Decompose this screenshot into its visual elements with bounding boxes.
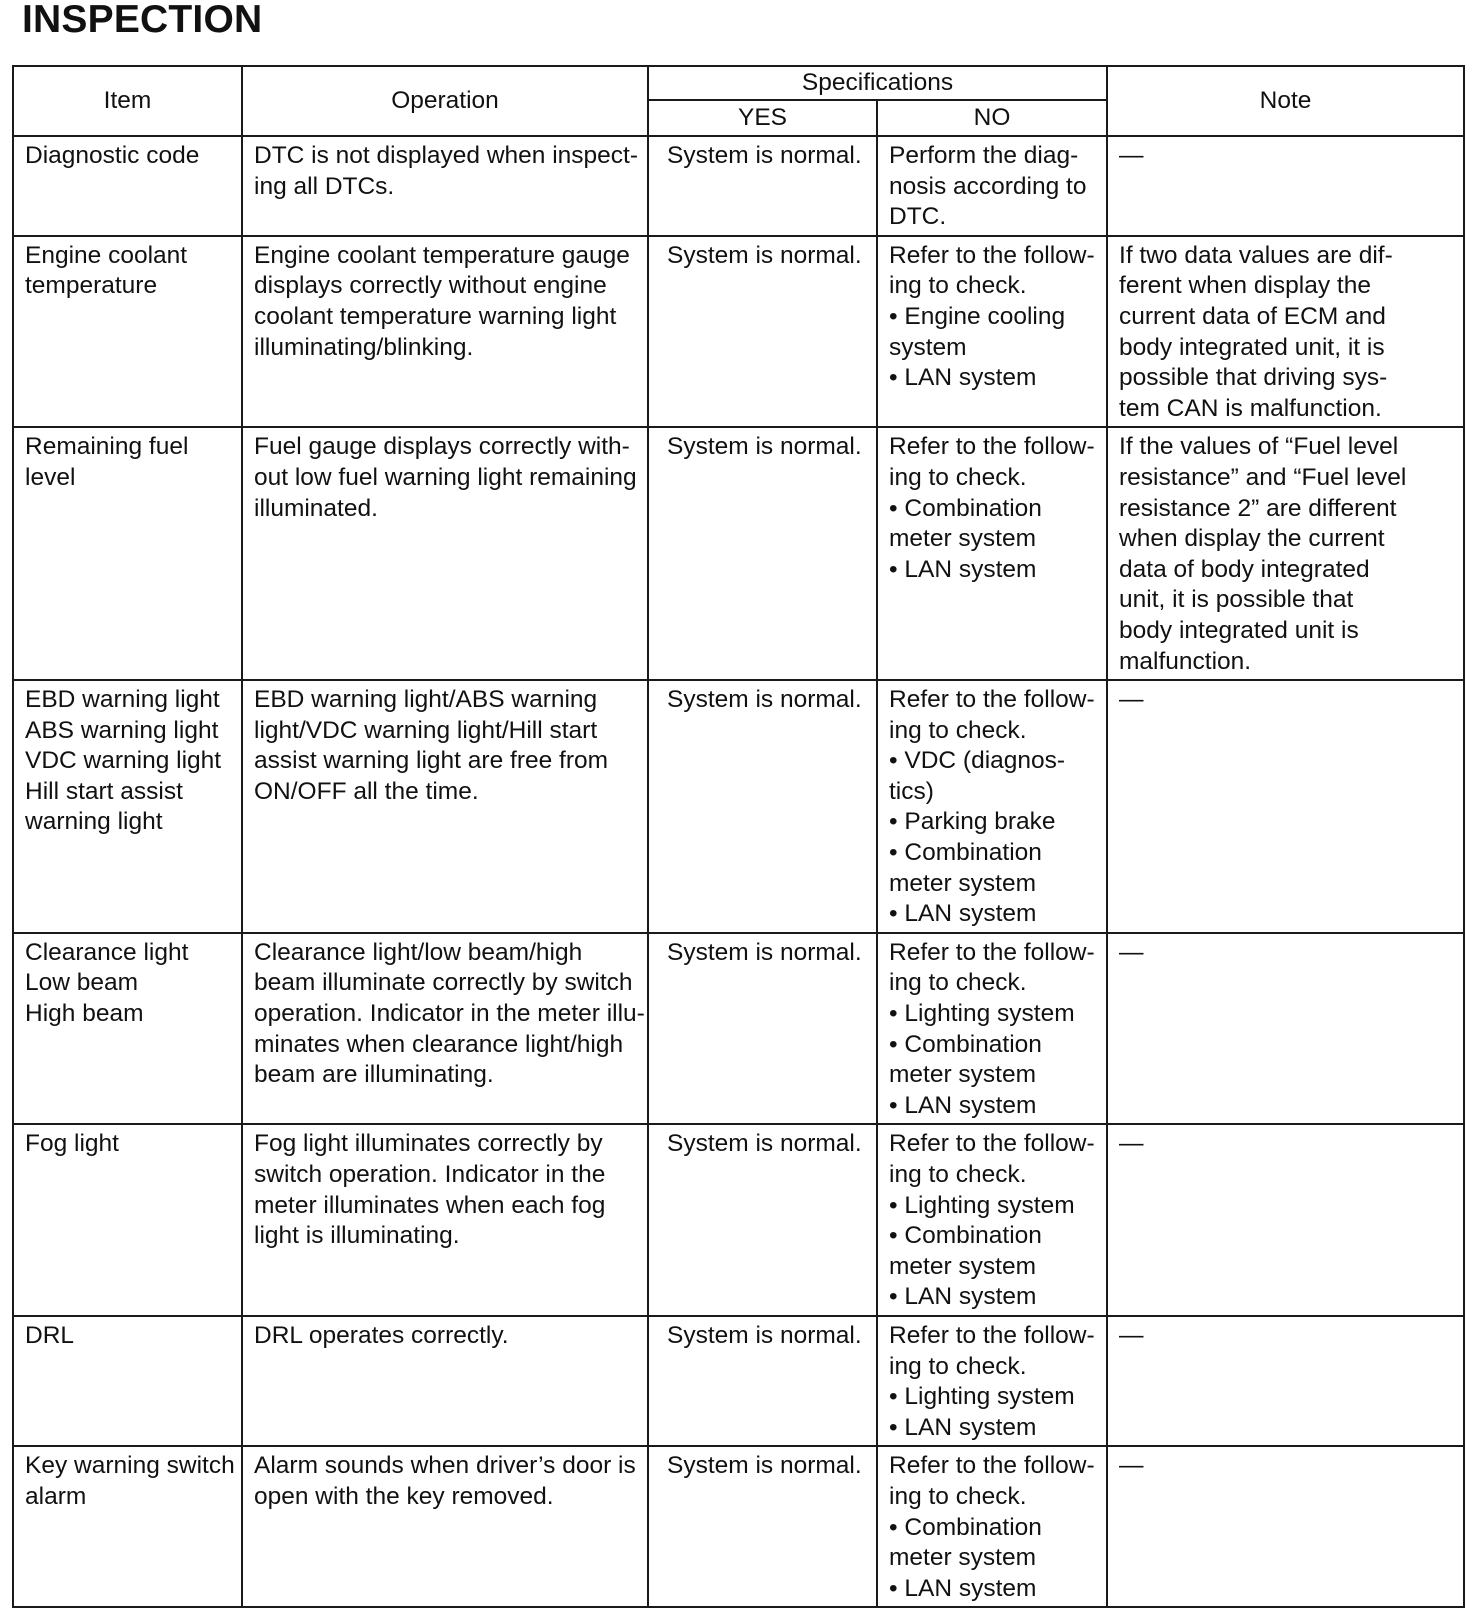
header-note: Note: [1107, 66, 1464, 136]
no-line: • LAN system: [889, 1413, 1037, 1441]
yes-text: System is normal.: [667, 1130, 862, 1158]
yes-cell: [648, 427, 877, 680]
note-cell: [1107, 236, 1464, 428]
operation-cell: [242, 1124, 648, 1316]
table-row: [13, 1446, 1464, 1607]
operation-cell: [242, 933, 648, 1125]
operation-cell: [242, 1316, 648, 1446]
operation-cell: [242, 1446, 648, 1607]
operation-line: Engine coolant temperature gauge: [254, 241, 630, 269]
note-line: —: [1119, 686, 1144, 714]
no-lines: [889, 1451, 1096, 1604]
operation-line: meter illuminates when each fog: [254, 1191, 606, 1219]
no-cell: [877, 1446, 1107, 1607]
no-line: • Combination: [889, 1513, 1042, 1541]
note-lines: [1119, 432, 1453, 677]
item-cell: [13, 680, 242, 933]
yes-text: System is normal.: [667, 1452, 862, 1480]
no-line: ing to check.: [889, 272, 1027, 300]
operation-line: Fuel gauge displays correctly with-: [254, 433, 630, 461]
no-line: ing to check.: [889, 1482, 1027, 1510]
note-line: ferent when display the: [1119, 272, 1371, 300]
item-cell: [13, 427, 242, 680]
item-line: VDC warning light: [25, 747, 222, 775]
note-lines: [1119, 241, 1453, 425]
operation-lines: [254, 685, 637, 807]
table-row: [13, 1124, 1464, 1316]
operation-line: ON/OFF all the time.: [254, 777, 479, 805]
no-line: • LAN system: [889, 364, 1037, 392]
operation-line: switch operation. Indicator in the: [254, 1161, 606, 1188]
item-cell: [13, 1446, 242, 1607]
no-lines: [889, 938, 1096, 1122]
operation-line: Alarm sounds when driver’s door is: [254, 1452, 636, 1480]
item-lines: [25, 432, 231, 493]
operation-line: light/VDC warning light/Hill start: [254, 716, 598, 744]
no-line: • Lighting system: [889, 1191, 1075, 1219]
operation-line: assist warning light are free from: [254, 747, 609, 775]
item-cell: [13, 1124, 242, 1316]
header-no: NO: [877, 100, 1107, 136]
item-cell: [13, 1316, 242, 1446]
operation-lines: [254, 141, 637, 202]
no-cell: [877, 680, 1107, 933]
operation-line: coolant temperature warning light: [254, 302, 617, 330]
item-line: alarm: [25, 1482, 87, 1510]
no-cell: [877, 1124, 1107, 1316]
no-line: • LAN system: [889, 1283, 1037, 1311]
item-lines: [25, 1451, 235, 1512]
no-line: • LAN system: [889, 1574, 1037, 1602]
no-line: Refer to the follow-: [889, 1321, 1095, 1349]
operation-line: EBD warning light/ABS warning: [254, 686, 598, 714]
table-row: [13, 680, 1464, 933]
note-line: tem CAN is malfunction.: [1119, 394, 1382, 422]
operation-line: operation. Indicator in the meter illu-: [254, 1000, 645, 1028]
yes-cell: [648, 680, 877, 933]
item-line: High beam: [25, 1000, 144, 1028]
yes-text: System is normal.: [667, 938, 862, 966]
header-operation: Operation: [242, 66, 648, 136]
operation-line: displays correctly without engine: [254, 272, 607, 300]
item-line: Engine coolant: [25, 241, 188, 269]
note-lines: [1119, 1129, 1453, 1160]
yes-cell: [648, 1446, 877, 1607]
table-body: [13, 136, 1464, 1607]
note-line: current data of ECM and: [1119, 302, 1386, 330]
operation-cell: [242, 427, 648, 680]
no-line: Refer to the follow-: [889, 938, 1095, 966]
item-line: Fog light: [25, 1130, 119, 1158]
operation-line: illuminated.: [254, 494, 378, 522]
yes-text: System is normal.: [667, 686, 862, 714]
no-line: • Lighting system: [889, 1000, 1075, 1028]
no-lines: [889, 1321, 1096, 1443]
table-row: [13, 1316, 1464, 1446]
no-line: • LAN system: [889, 900, 1037, 928]
no-cell: [877, 933, 1107, 1125]
no-line: ing to check.: [889, 463, 1027, 491]
no-line: • Engine cooling: [889, 302, 1066, 330]
operation-line: Clearance light/low beam/high: [254, 938, 583, 966]
header-yes: YES: [648, 100, 877, 136]
operation-lines: [254, 241, 637, 363]
item-line: temperature: [25, 272, 158, 300]
note-cell: [1107, 136, 1464, 236]
no-line: meter system: [889, 1061, 1037, 1089]
item-line: warning light: [25, 808, 163, 836]
operation-line: illuminating/blinking.: [254, 333, 474, 361]
operation-cell: [242, 236, 648, 428]
item-line: DRL: [25, 1321, 75, 1349]
item-line: level: [25, 463, 76, 491]
note-cell: [1107, 1316, 1464, 1446]
operation-line: light is illuminating.: [254, 1222, 460, 1250]
no-line: ing to check.: [889, 969, 1027, 997]
item-lines: [25, 938, 231, 1030]
operation-line: DRL operates correctly.: [254, 1321, 509, 1349]
operation-line: minates when clearance light/high: [254, 1030, 624, 1058]
no-lines: [889, 685, 1096, 930]
operation-line: beam illuminate correctly by switch: [254, 969, 633, 997]
yes-text: System is normal.: [667, 142, 862, 169]
no-lines: [889, 1129, 1096, 1313]
note-line: malfunction.: [1119, 647, 1252, 675]
no-line: • LAN system: [889, 555, 1037, 583]
operation-lines: [254, 432, 637, 524]
note-cell: [1107, 1124, 1464, 1316]
no-line: • Lighting system: [889, 1383, 1075, 1411]
note-line: —: [1119, 1130, 1144, 1158]
note-line: If two data values are dif-: [1119, 241, 1393, 269]
note-line: If the values of “Fuel level: [1119, 433, 1399, 461]
note-lines: [1119, 938, 1453, 969]
yes-cell: [648, 1316, 877, 1446]
no-line: meter system: [889, 1252, 1037, 1280]
no-cell: [877, 1316, 1107, 1446]
no-cell: [877, 136, 1107, 236]
no-lines: [889, 432, 1096, 585]
no-lines: [889, 241, 1096, 394]
yes-text: System is normal.: [667, 433, 862, 461]
no-cell: [877, 236, 1107, 428]
note-lines: [1119, 1321, 1453, 1352]
operation-cell: [242, 136, 648, 236]
item-line: Diagnostic code: [25, 142, 200, 169]
item-line: Key warning switch: [25, 1452, 235, 1480]
operation-lines: [254, 1129, 637, 1251]
no-line: Refer to the follow-: [889, 686, 1095, 714]
no-line: Refer to the follow-: [889, 1130, 1095, 1158]
operation-line: ing all DTCs.: [254, 172, 395, 200]
item-cell: [13, 136, 242, 236]
operation-cell: [242, 680, 648, 933]
note-cell: [1107, 680, 1464, 933]
no-line: Refer to the follow-: [889, 241, 1095, 269]
note-line: body integrated unit, it is: [1119, 333, 1385, 361]
no-line: ing to check.: [889, 1161, 1027, 1188]
note-line: —: [1119, 142, 1144, 169]
yes-cell: [648, 136, 877, 236]
note-cell: [1107, 427, 1464, 680]
operation-line: open with the key removed.: [254, 1482, 554, 1510]
header-item: Item: [13, 66, 242, 136]
note-line: —: [1119, 1452, 1144, 1480]
item-lines: [25, 1321, 231, 1352]
item-cell: [13, 933, 242, 1125]
no-line: ing to check.: [889, 716, 1027, 744]
no-line: meter system: [889, 525, 1037, 553]
operation-lines: [254, 938, 645, 1091]
inspection-table: [12, 65, 1465, 1608]
note-line: body integrated unit is: [1119, 616, 1359, 644]
no-line: • LAN system: [889, 1091, 1037, 1119]
item-line: Clearance light: [25, 938, 189, 966]
no-line: Refer to the follow-: [889, 433, 1095, 461]
note-line: when display the current: [1119, 525, 1385, 553]
note-line: possible that driving sys-: [1119, 364, 1388, 392]
header-specifications: Specifications: [648, 66, 1107, 100]
operation-lines: [254, 1321, 637, 1352]
no-line: system: [889, 333, 967, 361]
note-line: —: [1119, 938, 1144, 966]
item-line: Low beam: [25, 969, 139, 997]
no-cell: [877, 427, 1107, 680]
note-lines: [1119, 141, 1453, 172]
no-line: • VDC (diagnos-: [889, 747, 1066, 775]
yes-cell: [648, 933, 877, 1125]
note-line: data of body integrated: [1119, 555, 1370, 583]
item-lines: [25, 141, 231, 172]
no-line: Refer to the follow-: [889, 1452, 1095, 1480]
table-row: [13, 427, 1464, 680]
no-line: • Combination: [889, 1222, 1042, 1250]
yes-cell: [648, 236, 877, 428]
note-line: unit, it is possible that: [1119, 586, 1354, 614]
operation-line: DTC is not displayed when inspect-: [254, 142, 639, 169]
note-line: resistance” and “Fuel level: [1119, 463, 1407, 491]
operation-line: Fog light illuminates correctly by: [254, 1130, 603, 1158]
yes-text: System is normal.: [667, 1321, 862, 1349]
note-cell: [1107, 1446, 1464, 1607]
item-lines: [25, 685, 231, 838]
table-row: [13, 236, 1464, 428]
item-line: ABS warning light: [25, 716, 219, 744]
no-line: Perform the diag-: [889, 142, 1079, 169]
item-cell: [13, 236, 242, 428]
note-line: —: [1119, 1321, 1144, 1349]
table-row: [13, 933, 1464, 1125]
yes-cell: [648, 1124, 877, 1316]
no-line: • Parking brake: [889, 808, 1056, 836]
note-lines: [1119, 1451, 1453, 1482]
table-row: [13, 136, 1464, 236]
no-line: meter system: [889, 869, 1037, 897]
no-line: DTC.: [889, 203, 947, 231]
note-line: resistance 2” are different: [1119, 494, 1397, 522]
no-lines: [889, 141, 1096, 233]
table-header: [13, 66, 1464, 136]
item-lines: [25, 1129, 231, 1160]
no-line: meter system: [889, 1544, 1037, 1572]
yes-text: System is normal.: [667, 241, 862, 269]
no-line: ing to check.: [889, 1352, 1027, 1380]
page-title: INSPECTION: [22, 0, 263, 41]
no-line: • Combination: [889, 839, 1042, 867]
no-line: • Combination: [889, 494, 1042, 522]
note-cell: [1107, 933, 1464, 1125]
operation-lines: [254, 1451, 637, 1512]
item-line: EBD warning light: [25, 686, 220, 714]
note-lines: [1119, 685, 1453, 716]
no-line: • Combination: [889, 1030, 1042, 1058]
no-line: nosis according to: [889, 172, 1087, 200]
no-line: tics): [889, 777, 934, 805]
item-lines: [25, 241, 231, 302]
item-line: Remaining fuel: [25, 433, 189, 461]
operation-line: out low fuel warning light remaining: [254, 463, 637, 491]
item-line: Hill start assist: [25, 777, 183, 805]
operation-line: beam are illuminating.: [254, 1061, 494, 1089]
